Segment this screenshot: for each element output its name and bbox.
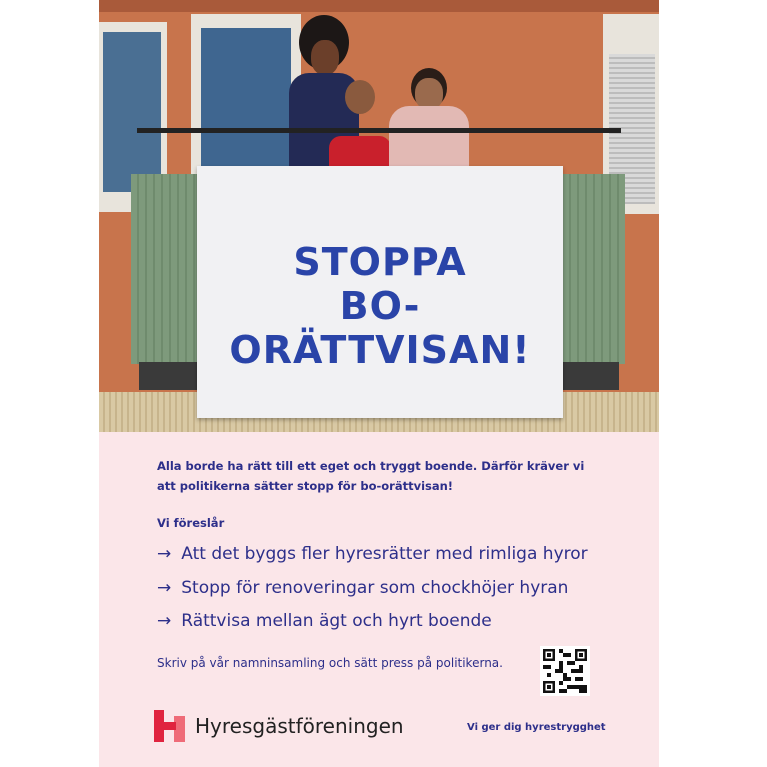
banner-line-2: BO-ORÄTTVISAN! [229, 284, 531, 372]
brand-slogan: Vi ger dig hyrestrygghet [467, 722, 606, 733]
info-section [99, 432, 659, 767]
intro-text: Alla borde ha rätt till ett eget och tryggt boende. Därför kräver vi att politikerna sätter stopp för bo-orättvisan! [157, 459, 585, 493]
proposal-item [157, 578, 568, 598]
door [191, 14, 301, 174]
proposal-text: Att det byggs fler hyresrätter med rimliga hyror [181, 544, 588, 564]
brand-name: Hyresgästföreningen [195, 714, 404, 738]
proposal-item [157, 544, 588, 564]
poster [99, 0, 659, 767]
person-child-1 [329, 80, 391, 170]
balcony-photo [99, 0, 659, 432]
brand-logo-icon [154, 710, 185, 742]
facade-top [99, 0, 659, 12]
call-to-action: Skriv på vår namninsamling och sätt press på politikerna. [157, 656, 503, 670]
proposal-item [157, 611, 492, 631]
qr-code[interactable] [540, 646, 590, 696]
proposals-heading: Vi föreslår [157, 516, 225, 530]
proposal-text: Stopp för renoveringar som chockhöjer hyran [181, 578, 569, 598]
arrow-right-icon: → [157, 611, 172, 631]
railing [137, 128, 621, 133]
person-child-2 [389, 68, 469, 168]
banner-line-1: STOPPA [293, 240, 467, 284]
proposal-text: Rättvisa mellan ägt och hyrt boende [181, 611, 492, 631]
arrow-right-icon: → [157, 578, 172, 598]
protest-banner [197, 166, 563, 418]
arrow-right-icon: → [157, 544, 172, 564]
